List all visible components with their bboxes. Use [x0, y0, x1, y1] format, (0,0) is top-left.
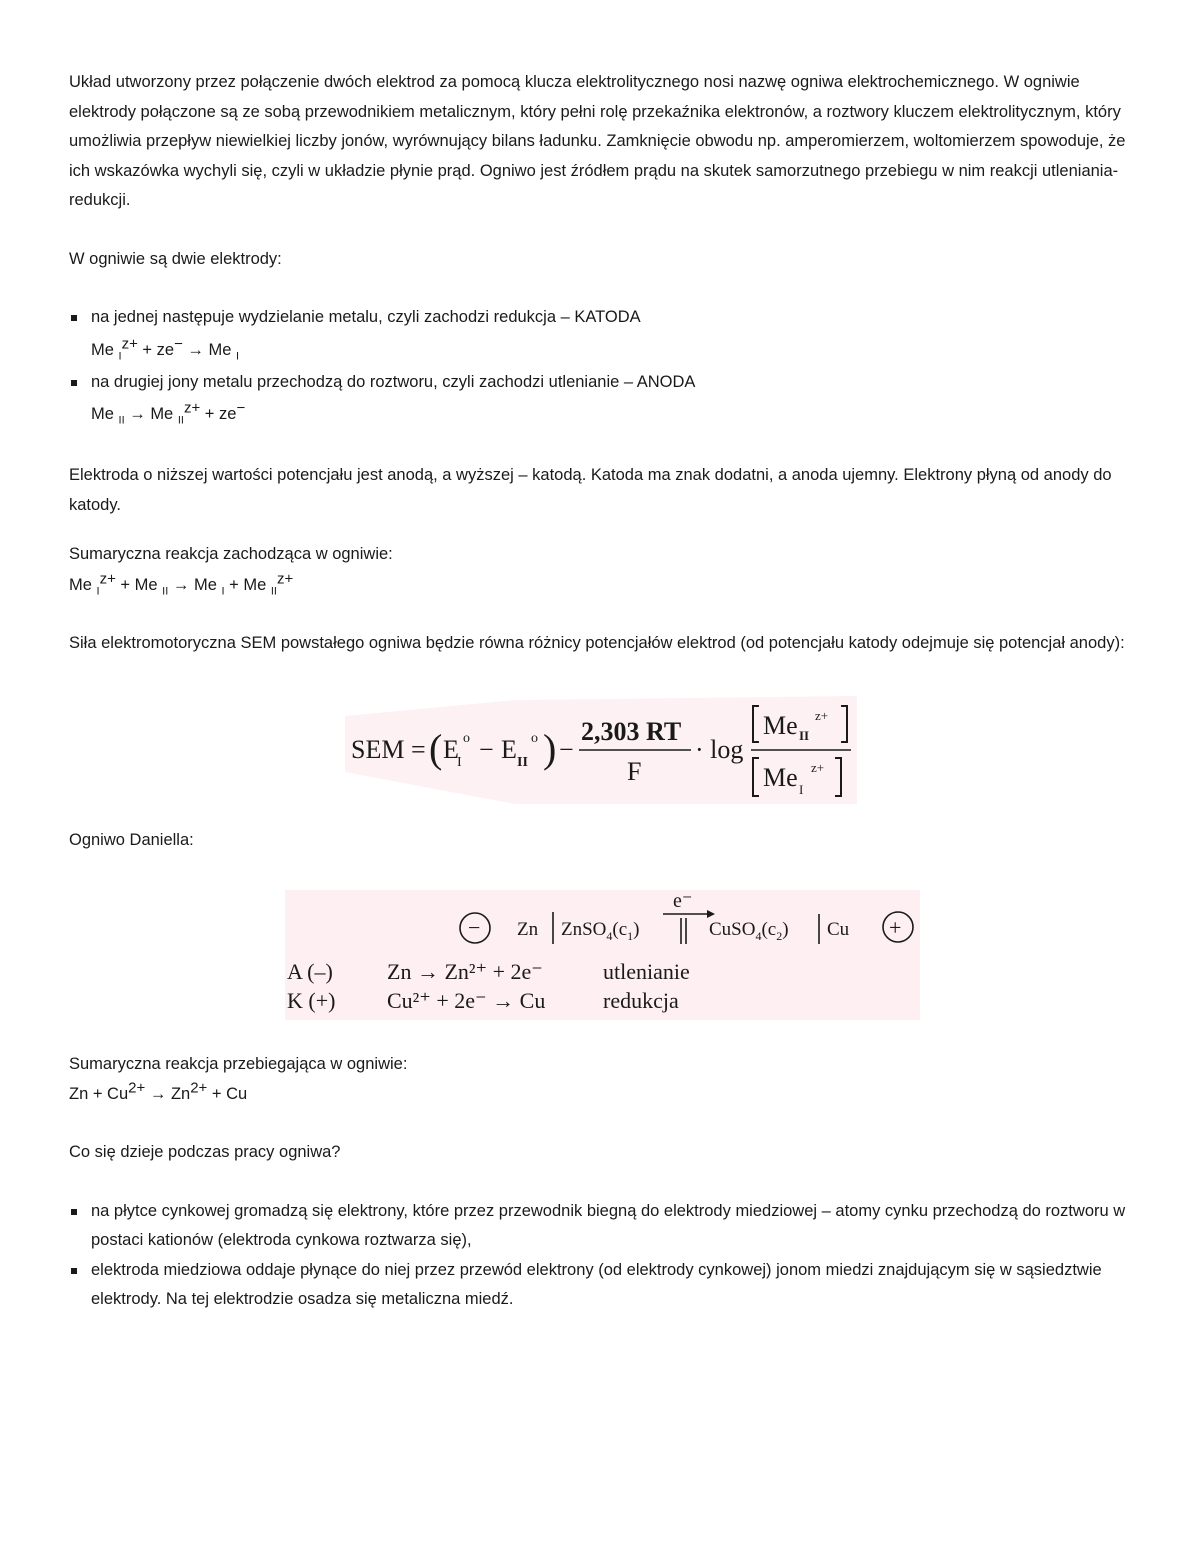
electron-label: e⁻	[673, 889, 693, 912]
list-item-text: na płytce cynkowej gromadzą się elektrony, które przez przewodnik biegną do elektrody miedziowej – atomy cynku przechodzą do roztworu w postaci kationów (elektroda cynkowa roztwarza się),	[91, 1201, 1126, 1249]
row-a-reaction: Zn → Zn²⁺ + 2e⁻	[387, 958, 543, 984]
sem-paragraph: Siła elektromotoryczna SEM powstałego ogniwa będzie równa różnicy potencjałów elektrod (od potencjału katody odejmuje się potencjał anody):	[69, 633, 1125, 652]
row-a-name: utlenianie	[603, 958, 690, 984]
me-bot-sup: z+	[811, 760, 825, 775]
sem-formula-figure	[69, 696, 1131, 826]
row-a-label: A (–)	[287, 958, 333, 984]
me-top-sup: z+	[815, 708, 829, 723]
me-bot-sub: I	[799, 782, 804, 797]
list-item-text: na drugiej jony metalu przechodzą do roztworu, czyli zachodzi utlenianie – ANODA	[91, 372, 696, 391]
row-k-label: K (+)	[287, 987, 336, 1013]
row-k-name: redukcja	[603, 987, 679, 1013]
e2-sup: o	[531, 731, 538, 746]
list-item	[69, 1197, 1131, 1256]
list-item-text: elektroda miedziowa oddaje płynące do niej przez przewód elektrony (od elektrody cynkowej) jonom miedzi znajdującym się w sąsiedztwie elektrody. Na tej elektrodzie osadza się metaliczna miedź.	[91, 1260, 1102, 1308]
daniell-summary-label: Sumaryczna reakcja przebiegająca w ogniwie:	[69, 1054, 408, 1073]
list-item-anoda	[69, 368, 1131, 398]
daniell-summary-equation: $Zn + Cu^{2+} \to Zn^{2+} + Cu$	[69, 1079, 248, 1103]
daniell-label: Ogniwo Daniella:	[69, 831, 194, 849]
me-bot: Me	[763, 763, 798, 792]
summary-equation: Me $_I^{z+}$ + Me $_{II}$ → Me $_I$ + Me $_{II}^{z+}$	[69, 570, 294, 597]
electrode-list	[69, 303, 1131, 333]
list-item-text: na jednej następuje wydzielanie metalu, czyli zachodzi redukcja – KATODA	[91, 308, 641, 326]
daniell-figure	[69, 890, 1131, 1050]
list-item	[69, 1256, 1131, 1315]
me-top-sub: II	[799, 728, 810, 743]
list-item-katoda	[69, 303, 1131, 333]
znso4: $ZnSO_4(c_1)$	[561, 918, 640, 943]
anoda-equation: Me $_{II}$ → Me $_{II}^{z+}$ + ze−	[91, 399, 246, 427]
e1-sub: I	[457, 755, 462, 770]
two-electrodes-paragraph: W ogniwie są dwie elektrody:	[69, 249, 282, 268]
paren-left: (	[429, 726, 443, 771]
plus-sign: +	[889, 914, 902, 940]
me-top: Me	[763, 711, 798, 740]
anode-cathode-paragraph: Elektroda o niższej wartości potencjału jest anodą, a wyższej – katodą. Katoda ma znak dodatni, a anoda ujemny. Elektrony płyną od anody do katody.	[69, 466, 1112, 514]
question-paragraph: Co się dzieje podczas pracy ogniwa?	[69, 1143, 341, 1161]
numerator: 2,303 RT	[581, 717, 682, 746]
row-k-reaction: Cu²⁺ + 2e⁻ → Cu	[387, 987, 546, 1013]
cuso4: $CuSO_4(c_2)$	[709, 918, 789, 943]
minus-1: −	[479, 735, 494, 764]
e2: E	[501, 735, 517, 764]
dot-log: · log	[695, 735, 744, 764]
e2-sub: II	[517, 755, 528, 770]
document-body	[69, 68, 1131, 1315]
minus-sign: −	[468, 914, 481, 940]
e1: E	[443, 735, 459, 764]
process-list	[69, 1197, 1131, 1315]
sem-lhs: SEM =	[351, 735, 426, 764]
sem-formula	[345, 696, 857, 804]
cu-electrode: Cu	[827, 918, 850, 940]
summary-label: Sumaryczna reakcja zachodząca w ogniwie:	[69, 545, 393, 563]
intro-paragraph: Układ utworzony przez połączenie dwóch elektrod za pomocą klucza elektrolitycznego nosi nazwę ogniwa elektrochemicznego. W ogniwie elektrody połączone są ze sobą przewodnikiem metalicznym, który pełni rolę przekaźnika elektronów, a roztwory kluczem elektrolitycznym, który umożliwia przepływ niewielkiej liczby jonów, wyrównujący bilans ładunku. Zamknięcie obwodu np. amperomierzem, woltomierzem spowoduje, że ich wskazówka wychyli się, czyli w układzie płynie prąd. Ogniwo jest źródłem prądu na skutek samorzutnego przebiegu w nim reakcji utleniania-redukcji.	[69, 73, 1126, 209]
e1-sup: o	[463, 731, 470, 746]
minus-2: −	[559, 735, 574, 764]
electrode-list-2	[69, 368, 1131, 398]
katoda-equation: Me $_I^{z+}$ + ze− → Me $_I$	[91, 335, 240, 362]
daniell-cell-diagram	[285, 890, 920, 1020]
zn-electrode: Zn	[517, 918, 539, 940]
paren-right: )	[543, 726, 557, 771]
denominator: F	[627, 757, 642, 786]
